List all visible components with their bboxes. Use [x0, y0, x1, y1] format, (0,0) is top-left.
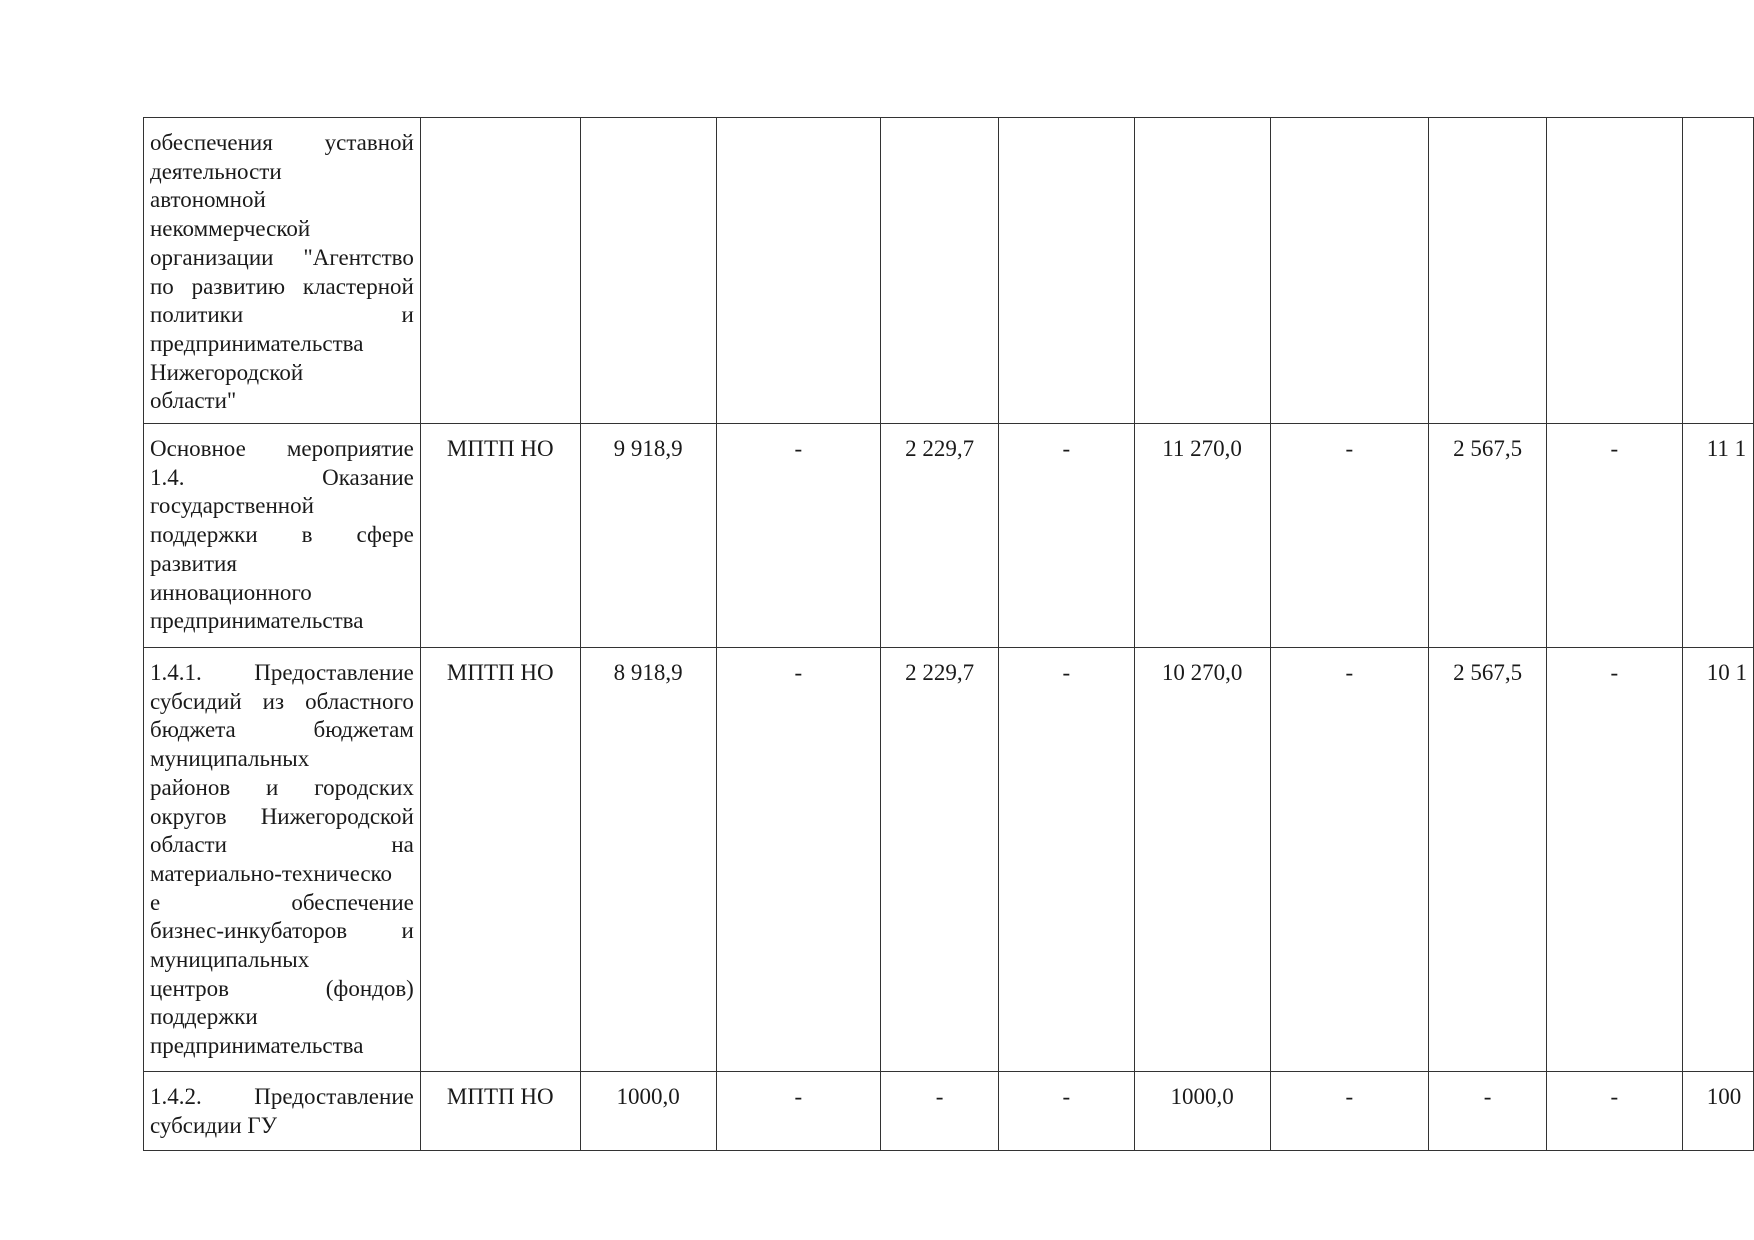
- funding-value-cell: 100: [1682, 1072, 1753, 1151]
- funding-value-cell: 1000,0: [580, 1072, 716, 1151]
- funding-value-cell: [1682, 118, 1753, 424]
- description-line: поддержки в сфере: [150, 522, 414, 548]
- description-line: 1.4. Оказание: [150, 464, 414, 490]
- description-line: предпринимательства: [150, 1033, 364, 1059]
- funding-value-cell: -: [999, 424, 1135, 648]
- table-row: [144, 118, 1754, 424]
- description-line: бюджета бюджетам: [150, 717, 414, 743]
- description-line: округов Нижегородской: [150, 803, 414, 829]
- description-line: Основное мероприятие: [150, 436, 414, 461]
- activity-description-cell: [144, 648, 421, 1072]
- funding-value-cell: 2 567,5: [1429, 648, 1547, 1072]
- description-line: материально-техническо: [150, 860, 393, 886]
- funding-value-cell: [716, 118, 881, 424]
- funding-value-cell: 8 918,9: [580, 648, 716, 1072]
- funding-value-cell: [1547, 118, 1683, 424]
- funding-value-cell: -: [716, 648, 881, 1072]
- funding-value-cell: [881, 118, 999, 424]
- funding-value-cell: 10 1: [1682, 648, 1753, 1072]
- funding-value-cell: -: [881, 1072, 999, 1151]
- description-line: районов и городских: [150, 774, 414, 800]
- description-line: по развитию кластерной: [150, 273, 414, 299]
- description-line: инновационного: [150, 579, 312, 605]
- funding-value-cell: [999, 118, 1135, 424]
- funding-value-cell: 9 918,9: [580, 424, 716, 648]
- budget-table: [143, 117, 1754, 1151]
- description-line: предпринимательства: [150, 330, 364, 356]
- description-line: области": [150, 388, 237, 414]
- funding-value-cell: 1000,0: [1134, 1072, 1270, 1151]
- description-line: субсидий из областного: [150, 688, 414, 714]
- funding-value-cell: [580, 118, 716, 424]
- funding-value-cell: 10 270,0: [1134, 648, 1270, 1072]
- description-line: развития: [150, 550, 237, 576]
- description-line: 1.4.1. Предоставление: [150, 660, 414, 685]
- description-line: автономной: [150, 187, 266, 213]
- description-line: 1.4.2. Предоставление: [150, 1084, 414, 1109]
- description-line: политики и: [150, 302, 414, 328]
- funding-value-cell: -: [1547, 1072, 1683, 1151]
- description-line: обеспечения уставной: [150, 130, 414, 155]
- description-line: субсидии ГУ: [150, 1112, 277, 1138]
- description-line: государственной: [150, 493, 314, 519]
- description-line: некоммерческой: [150, 216, 311, 242]
- funding-value-cell: -: [999, 1072, 1135, 1151]
- description-line: Нижегородской: [150, 359, 304, 385]
- funding-value-cell: -: [716, 424, 881, 648]
- activity-description-cell: [144, 118, 421, 424]
- funding-value-cell: 2 229,7: [881, 424, 999, 648]
- funding-value-cell: 11 1: [1682, 424, 1753, 648]
- funding-value-cell: -: [999, 648, 1135, 1072]
- activity-description-cell: [144, 1072, 421, 1151]
- executor-cell: МПТП НО: [420, 648, 580, 1072]
- funding-value-cell: [1429, 118, 1547, 424]
- description-line: организации "Агентство: [150, 244, 414, 270]
- description-line: области на: [150, 832, 414, 858]
- description-line: поддержки: [150, 1004, 258, 1030]
- funding-value-cell: -: [1547, 648, 1683, 1072]
- description-line: муниципальных: [150, 947, 310, 973]
- funding-value-cell: -: [716, 1072, 881, 1151]
- funding-value-cell: -: [1270, 1072, 1429, 1151]
- table-row: [144, 1072, 1754, 1151]
- description-line: предпринимательства: [150, 608, 364, 634]
- executor-cell: МПТП НО: [420, 1072, 580, 1151]
- description-line: бизнес-инкубаторов и: [150, 918, 414, 944]
- funding-value-cell: -: [1429, 1072, 1547, 1151]
- funding-value-cell: -: [1547, 424, 1683, 648]
- funding-value-cell: [1270, 118, 1429, 424]
- funding-value-cell: 11 270,0: [1134, 424, 1270, 648]
- funding-value-cell: 2 567,5: [1429, 424, 1547, 648]
- funding-value-cell: -: [1270, 424, 1429, 648]
- description-line: деятельности: [150, 158, 282, 184]
- table-row: [144, 648, 1754, 1072]
- table-row: [144, 424, 1754, 648]
- activity-description-cell: [144, 424, 421, 648]
- funding-value-cell: -: [1270, 648, 1429, 1072]
- description-line: муниципальных: [150, 746, 310, 772]
- description-line: центров (фондов): [150, 975, 414, 1001]
- funding-value-cell: 2 229,7: [881, 648, 999, 1072]
- executor-cell: [420, 118, 580, 424]
- executor-cell: МПТП НО: [420, 424, 580, 648]
- funding-value-cell: [1134, 118, 1270, 424]
- description-line: е обеспечение: [150, 889, 414, 915]
